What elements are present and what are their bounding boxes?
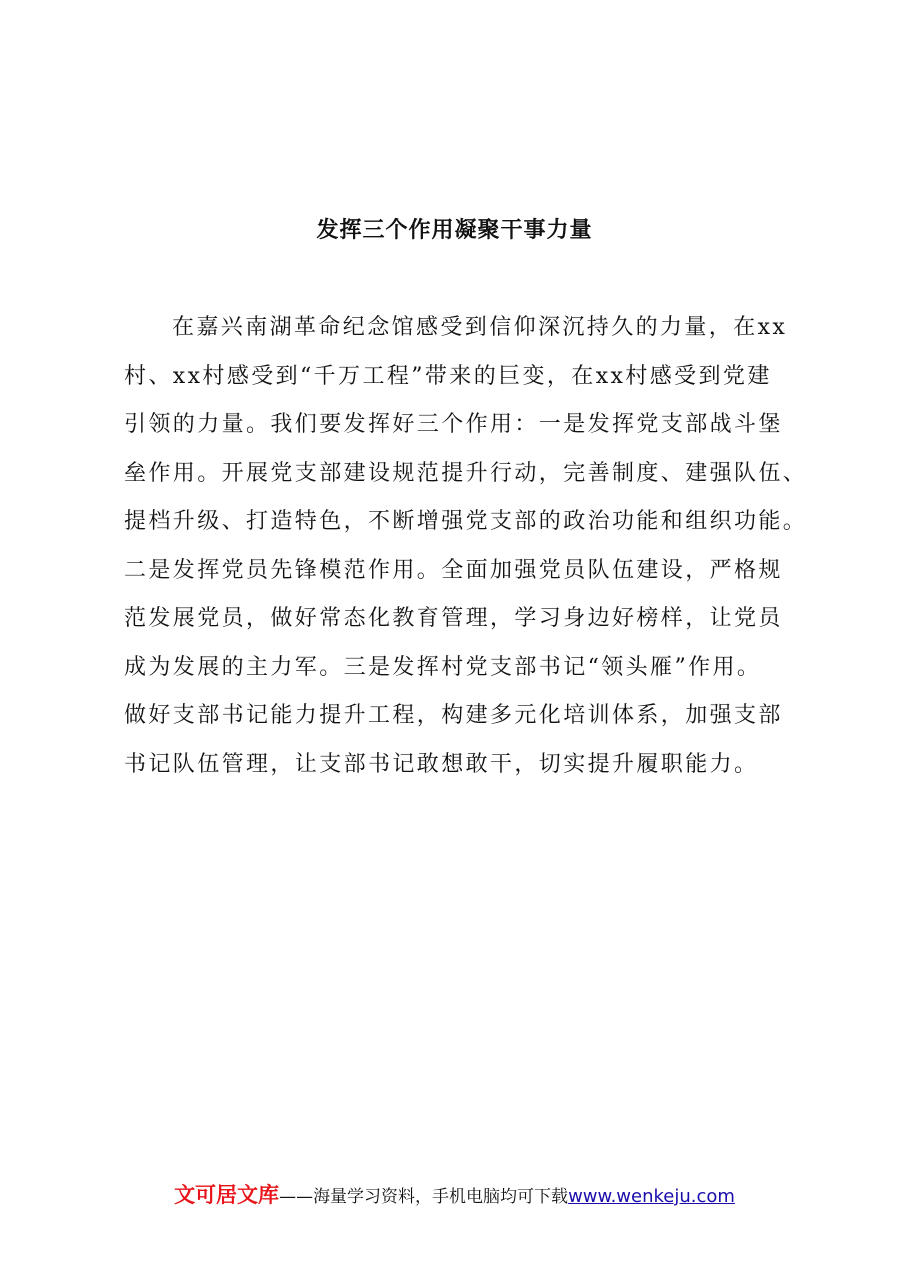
footer-banner [0, 1180, 909, 1212]
body-line: 在嘉兴南湖革命纪念馆感受到信仰深沉持久的力量，在xx [172, 315, 788, 340]
body-line: 引领的力量。我们要发挥好三个作用：一是发挥党支部战斗堡 [124, 412, 783, 437]
body-line: 二是发挥党员先锋模范作用。全面加强党员队伍建设，严格规 [124, 557, 783, 583]
footer-slogan: ——海量学习资料，手机电脑均可下载 [279, 1187, 569, 1207]
body-line: 成为发展的主力军。三是发挥村党支部书记“领头雁”作用。 [124, 654, 762, 680]
footer-site-link[interactable]: www.wenkeju.com [568, 1186, 735, 1207]
body-line: 范发展党员，做好常态化教育管理，学习身边好榜样，让党员 [124, 606, 783, 631]
body-line: 做好支部书记能力提升工程，构建多元化培训体系，加强支部 [124, 703, 783, 728]
document-body [124, 310, 814, 795]
body-line: 提档升级、打造特色，不断增强党支部的政治功能和组织功能。 [124, 509, 808, 534]
body-line: 村、xx村感受到“千万工程”带来的巨变，在xx村感受到党建 [124, 363, 772, 389]
document-title: 发挥三个作用凝聚干事力量 [316, 217, 593, 243]
body-line: 书记队伍管理，让支部书记敢想敢干，切实提升履职能力。 [124, 751, 759, 777]
body-line: 垒作用。开展党支部建设规范提升行动，完善制度、建强队伍、 [124, 460, 808, 486]
footer-brand: 文可居文库 [174, 1183, 280, 1207]
